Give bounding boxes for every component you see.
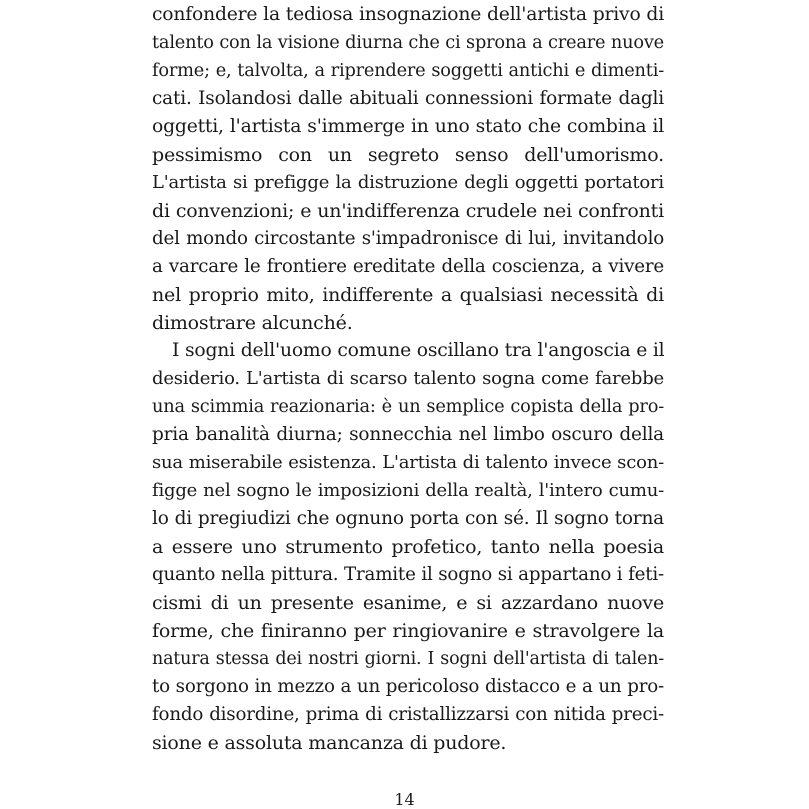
text-line: fondo disordine, prima di cristallizzarsi con nitida preci- bbox=[152, 704, 664, 725]
text-line: forme, che finiranno per ringiovanire e stravolgere la bbox=[152, 620, 664, 642]
text-line: sione e assoluta mancanza di pudore. bbox=[152, 732, 507, 754]
text-line: oggetti, l'artista s'immerge in uno stato che combina il bbox=[152, 116, 664, 137]
text-line: quanto nella pittura. Tramite il sogno si appartano i feti- bbox=[152, 564, 664, 585]
text-line: talento con la visione diurna che ci sprona a creare nuove bbox=[152, 33, 664, 53]
text-line: a essere uno strumento profetico, tanto nella poesia bbox=[152, 536, 664, 558]
text-line: lo di pregiudizi che ognuno porta con sé. Il sogno torna bbox=[152, 508, 664, 529]
text-line: una scimmia reazionaria: è un semplice copista della pro- bbox=[152, 397, 664, 417]
text-line: forme; e, talvolta, a riprendere soggetti antichi e dimenti- bbox=[152, 61, 664, 81]
text-line: pessimismo con un segreto senso dell'umorismo. bbox=[152, 144, 664, 166]
text-line: nel proprio mito, indifferente a qualsiasi necessità di bbox=[152, 284, 664, 306]
text-line: pria banalità diurna; sonnecchia nel limbo oscuro della bbox=[152, 424, 664, 445]
page-number: 14 bbox=[394, 790, 415, 809]
text-line: to sorgono in mezzo a un pericoloso distacco e a un pro- bbox=[152, 676, 664, 697]
text-line: confondere la tediosa insognazione dell'artista privo di bbox=[152, 4, 664, 25]
text-line: desiderio. L'artista di scarso talento sogna come farebbe bbox=[152, 368, 664, 389]
text-line: cismi di un presente esanime, e si azzardano nuove bbox=[152, 592, 664, 614]
text-line: a varcare le frontiere ereditate della coscienza, a vivere bbox=[152, 256, 664, 277]
text-line: del mondo circostante s'impadronisce di lui, invitandolo bbox=[152, 228, 664, 249]
text-line: dimostrare alcunché. bbox=[152, 312, 353, 334]
text-line: figge nel sogno le imposizioni della realtà, l'intero cumu- bbox=[152, 480, 664, 501]
text-line: sua miserabile esistenza. L'artista di talento invece scon- bbox=[152, 452, 664, 473]
text-line: natura stessa dei nostri giorni. I sogni dell'artista di talen- bbox=[152, 649, 664, 669]
text-line: I sogni dell'uomo comune oscillano tra l'angoscia e il bbox=[172, 340, 664, 361]
text-line: L'artista si prefigge la distruzione degli oggetti portatori bbox=[152, 172, 664, 193]
body-text bbox=[152, 1, 664, 757]
text-line: di convenzioni; e un'indifferenza crudele nei confronti bbox=[152, 200, 664, 222]
text-line: cati. Isolandosi dalle abituali connessioni formate dagli bbox=[152, 88, 664, 109]
